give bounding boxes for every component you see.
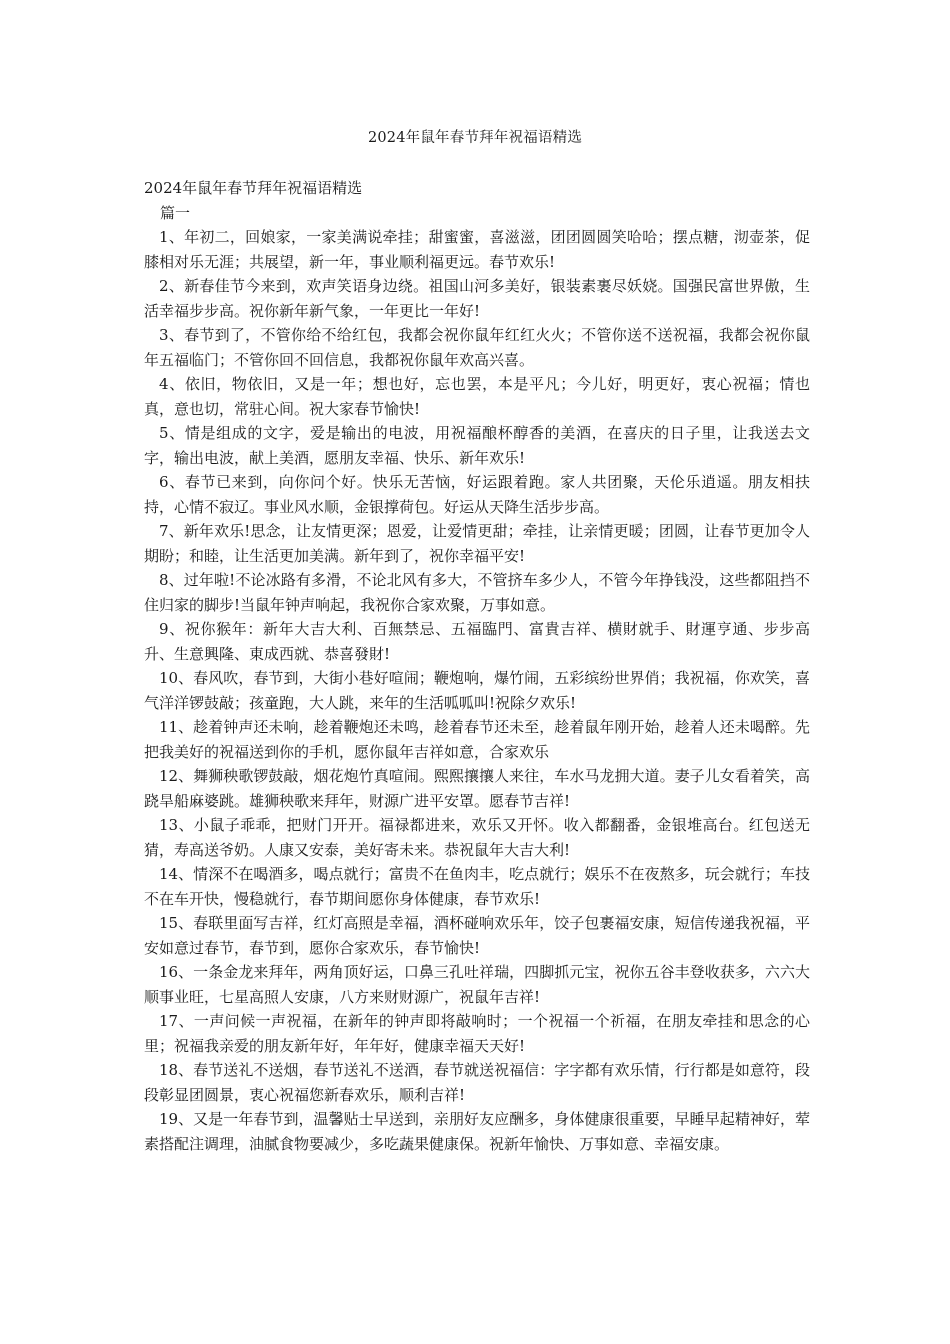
- blessing-item-2: 2、新春佳节今来到，欢声笑语身边绕。祖国山河多美好，银装素裹尽妖娆。国强民富世界傲，生活幸福步步高。祝你新年新气象，一年更比一年好!: [144, 277, 810, 320]
- blessing-item-10: 10、春风吹，春节到，大街小巷好喧闹；鞭炮响，爆竹闹，五彩缤纷世界俏；我祝福，你欢笑，喜气洋洋锣鼓敲；孩童跑，大人跳，来年的生活呱呱叫!祝除夕欢乐!: [144, 669, 810, 712]
- blessing-item-5: 5、情是组成的文字，爱是输出的电波，用祝福酿杯醇香的美酒，在喜庆的日子里，让我送去文字，输出电波，献上美酒，愿朋友幸福、快乐、新年欢乐!: [144, 424, 810, 467]
- blessing-item-15: 15、春联里面写吉祥，红灯高照是幸福，酒杯碰响欢乐年，饺子包裹福安康，短信传递我祝福，平安如意过春节，春节到，愿你合家欢乐，春节愉快!: [144, 914, 810, 957]
- blessing-item-8: 8、过年啦!不论冰路有多滑，不论北风有多大，不管挤车多少人，不管今年挣钱没，这些都阻挡不住归家的脚步!当鼠年钟声响起，我祝你合家欢聚，万事如意。: [144, 571, 810, 614]
- blessing-item-7: 7、新年欢乐!思念，让友情更深；恩爱，让爱情更甜；牵挂，让亲情更暖；团圆，让春节更加令人期盼；和睦，让生活更加美满。新年到了，祝你幸福平安!: [144, 522, 810, 565]
- blessing-item-17: 17、一声问候一声祝福，在新年的钟声即将敲响时；一个祝福一个祈福，在朋友牵挂和思念的心里；祝福我亲爱的朋友新年好，年年好，健康幸福天天好!: [144, 1012, 810, 1055]
- blessing-item-16: 16、一条金龙来拜年，两角顶好运，口鼻三孔吐祥瑞，四脚抓元宝，祝你五谷丰登收获多，六六大顺事业旺，七星高照人安康，八方来财财源广，祝鼠年吉祥!: [144, 963, 810, 1006]
- blessing-item-14: 14、情深不在喝酒多，喝点就行；富贵不在鱼肉丰，吃点就行；娱乐不在夜熬多，玩会就行；车技不在车开快，慢稳就行，春节期间愿你身体健康，春节欢乐!: [144, 865, 810, 908]
- blessing-item-6: 6、春节已来到，向你问个好。快乐无苦恼，好运跟着跑。家人共团聚，天伦乐逍遥。朋友相扶持，心情不寂辽。事业风水顺，金银撑荷包。好运从天降生活步步高。: [144, 473, 810, 516]
- blessing-item-4: 4、依旧，物依旧，又是一年；想也好，忘也罢，本是平凡；今儿好，明更好，衷心祝福；情也真，意也切，常驻心间。祝大家春节愉快!: [144, 375, 810, 418]
- blessing-item-3: 3、春节到了，不管你给不给红包，我都会祝你鼠年红红火火；不管你送不送祝福，我都会祝你鼠年五福临门；不管你回不回信息，我都祝你鼠年欢高兴喜。: [144, 326, 810, 369]
- section-label: 篇一: [160, 203, 191, 222]
- blessing-item-19: 19、又是一年春节到，温馨贴士早送到，亲朋好友应酬多，身体健康很重要，早睡早起精神好，荤素搭配注调理，油腻食物要减少，多吃蔬果健康保。祝新年愉快、万事如意、幸福安康。: [144, 1110, 810, 1153]
- blessing-item-1: 1、年初二，回娘家，一家美满说牵挂；甜蜜蜜，喜滋滋，团团圆圆笑哈哈；摆点糖，沏壶茶，促膝相对乐无涯；共展望，新一年，事业顺利福更远。春节欢乐!: [144, 228, 810, 271]
- document-body: [144, 176, 810, 1156]
- document-title: 2024年鼠年春节拜年祝福语精选: [367, 130, 583, 146]
- document-subtitle: 2024年鼠年春节拜年祝福语精选: [144, 179, 363, 197]
- blessing-item-9: 9、祝你猴年：新年大吉大利、百無禁忌、五福臨門、富貴吉祥、横財就手、財運亨通、步步高升、生意興隆、東成西就、恭喜發財!: [144, 620, 810, 663]
- blessing-item-12: 12、舞狮秧歌锣鼓敲，烟花炮竹真喧闹。熙熙攘攘人来往，车水马龙拥大道。妻子儿女看着笑，高跷旱船麻婆跳。雄狮秧歌来拜年，财源广进平安罩。愿春节吉祥!: [144, 767, 810, 810]
- blessing-item-18: 18、春节送礼不送烟，春节送礼不送酒，春节就送祝福信：字字都有欢乐情，行行都是如意符，段段彰显团圆景，衷心祝福您新春欢乐，顺利吉祥!: [144, 1061, 810, 1104]
- blessing-item-13: 13、小鼠子乖乖，把财门开开。福禄都进来，欢乐又开怀。收入都翻番，金银堆高台。红包送无猜，寿高送爷奶。人康又安泰，美好寄未来。恭祝鼠年大吉大利!: [144, 816, 810, 859]
- blessing-item-11: 11、趁着钟声还未响，趁着鞭炮还未鸣，趁着春节还未至，趁着鼠年刚开始，趁着人还未喝醉。先把我美好的祝福送到你的手机，愿你鼠年吉祥如意，合家欢乐: [144, 718, 810, 761]
